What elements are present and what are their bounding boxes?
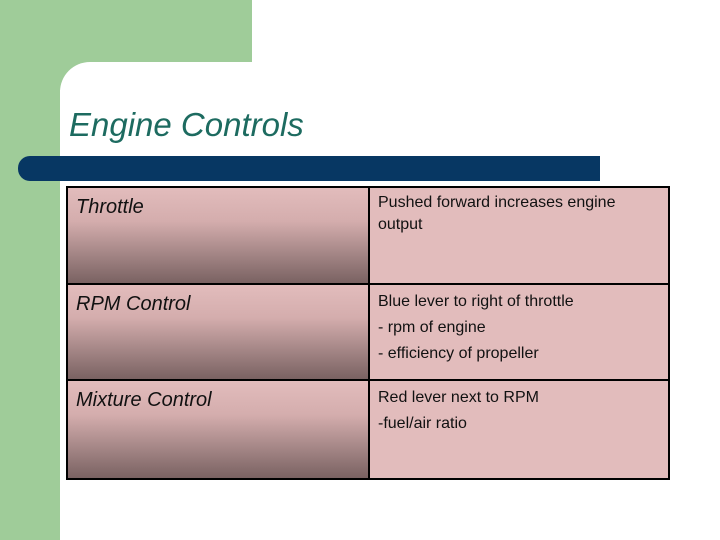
table-cell-control xyxy=(68,285,370,382)
control-label-rpm: RPM Control xyxy=(76,292,191,315)
description-line: Pushed forward increases engine output xyxy=(378,194,616,233)
control-label-mixture: Mixture Control xyxy=(76,389,212,412)
table-cell-control xyxy=(68,188,370,285)
description-line: - rpm of engine xyxy=(378,318,486,336)
description-line: -fuel/air ratio xyxy=(378,415,467,433)
description-line: Blue lever to right of throttle xyxy=(378,292,574,310)
controls-table xyxy=(66,186,670,480)
table-cell-control xyxy=(68,381,370,478)
description-line: - efficiency of propeller xyxy=(378,344,539,362)
control-label-throttle: Throttle xyxy=(76,196,144,218)
table-cell-description xyxy=(370,188,668,285)
title-rule xyxy=(18,156,600,181)
table-cell-description xyxy=(370,285,668,382)
table-cell-description xyxy=(370,381,668,478)
description-line: Red lever next to RPM xyxy=(378,389,539,407)
slide-title: Engine Controls xyxy=(69,106,304,143)
